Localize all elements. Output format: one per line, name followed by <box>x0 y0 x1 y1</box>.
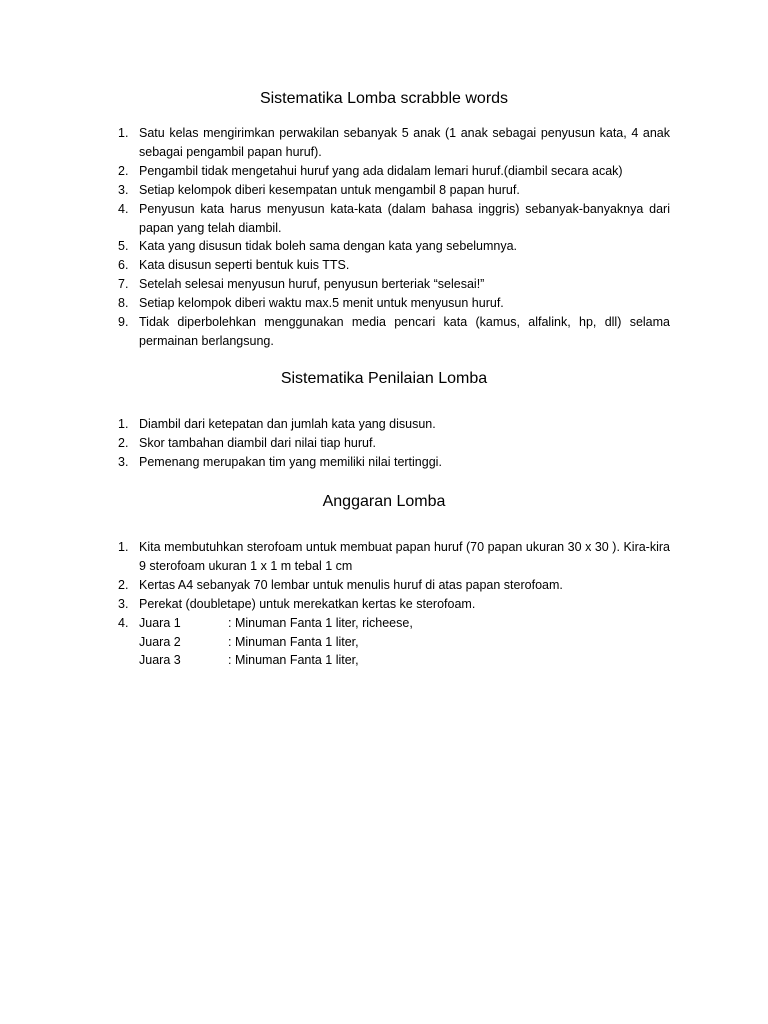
list-item-text: Kata yang disusun tidak boleh sama dengan kata yang sebelumnya. <box>139 239 518 254</box>
list-item-text: Pengambil tidak mengetahui huruf yang ada didalam lemari huruf.(diambil secara acak) <box>139 163 623 178</box>
prize-label: Juara 3 <box>139 653 181 668</box>
list-item <box>118 200 670 238</box>
list-item-text: Setiap kelompok diberi waktu max.5 menit untuk menyusun huruf. <box>139 296 504 311</box>
list-item-text: Perekat (doubletape) untuk merekatkan kertas ke sterofoam. <box>139 596 476 611</box>
list-item <box>118 256 670 275</box>
list-item <box>118 275 670 294</box>
list-item-text: Kita membutuhkan sterofoam untuk membuat papan huruf (70 papan ukuran 30 x 30 ). Kira-kira 9 sterofoam ukuran 1 x 1 m tebal 1 cm <box>139 540 670 573</box>
list-number: 1. <box>118 417 129 431</box>
list-item <box>118 576 670 595</box>
prize-row-2 <box>139 633 670 652</box>
section-title-budget: Anggaran Lomba <box>322 493 446 510</box>
list-item-text: Pemenang merupakan tim yang memiliki nilai tertinggi. <box>139 454 442 469</box>
list-number: 6. <box>118 258 129 273</box>
list-number: 4. <box>118 615 129 630</box>
list-item-text: Penyusun kata harus menyusun kata-kata (dalam bahasa inggris) sebanyak-banyaknya dari papan yang telah diambil. <box>139 201 670 235</box>
list-item-text: Skor tambahan diambil dari nilai tiap huruf. <box>139 435 376 450</box>
list-item-text: Tidak diperbolehkan menggunakan media pencari kata (kamus, alfalink, hp, dll) selama permainan berlangsung. <box>139 315 670 348</box>
list-item <box>118 181 670 200</box>
list-item <box>118 294 670 313</box>
list-item <box>118 237 670 256</box>
list-item-text: Satu kelas mengirimkan perwakilan sebanyak 5 anak (1 anak sebagai penyusun kata, 4 anak sebagai pengambil papan huruf). <box>139 126 670 159</box>
prize-value: : Minuman Fanta 1 liter, <box>228 653 359 668</box>
list-item-text: Kata disusun seperti bentuk kuis TTS. <box>139 258 350 273</box>
prize-row-3 <box>139 651 670 670</box>
prize-value: : Minuman Fanta 1 liter, richeese, <box>228 615 413 630</box>
prize-value: : Minuman Fanta 1 liter, <box>228 634 359 649</box>
list-number: 7. <box>118 277 129 292</box>
rules-list <box>118 124 670 351</box>
budget-list <box>118 538 670 670</box>
list-number: 2. <box>118 163 129 178</box>
prize-list-item <box>118 614 670 671</box>
list-item <box>118 313 670 351</box>
list-number: 3. <box>118 454 129 469</box>
list-item <box>118 434 670 453</box>
section-title-rules: Sistematika Lomba scrabble words <box>259 90 509 107</box>
list-item <box>118 538 670 576</box>
list-number: 4. <box>118 201 129 216</box>
list-number: 8. <box>118 296 129 311</box>
list-item <box>118 162 670 181</box>
list-item-text: Diambil dari ketepatan dan jumlah kata yang disusun. <box>139 417 436 431</box>
list-number: 2. <box>118 435 129 450</box>
list-number: 2. <box>118 577 129 592</box>
section-title-scoring: Sistematika Penilaian Lomba <box>280 370 488 387</box>
list-number: 3. <box>118 596 129 611</box>
list-item <box>118 415 670 434</box>
list-item <box>118 124 670 162</box>
list-item-text: Kertas A4 sebanyak 70 lembar untuk menulis huruf di atas papan sterofoam. <box>139 577 563 592</box>
list-item <box>118 453 670 472</box>
list-number: 3. <box>118 182 129 197</box>
list-item-text: Setelah selesai menyusun huruf, penyusun berteriak “selesai!” <box>139 277 485 292</box>
prize-label: Juara 2 <box>139 634 181 649</box>
list-item <box>118 595 670 614</box>
list-item-text: Setiap kelompok diberi kesempatan untuk mengambil 8 papan huruf. <box>139 182 520 197</box>
list-number: 9. <box>118 315 129 330</box>
list-number: 5. <box>118 239 129 254</box>
list-number: 1. <box>118 126 129 140</box>
prize-row-1 <box>139 614 670 633</box>
prize-label: Juara 1 <box>139 615 181 630</box>
list-number: 1. <box>118 540 129 554</box>
scoring-list <box>118 415 670 472</box>
